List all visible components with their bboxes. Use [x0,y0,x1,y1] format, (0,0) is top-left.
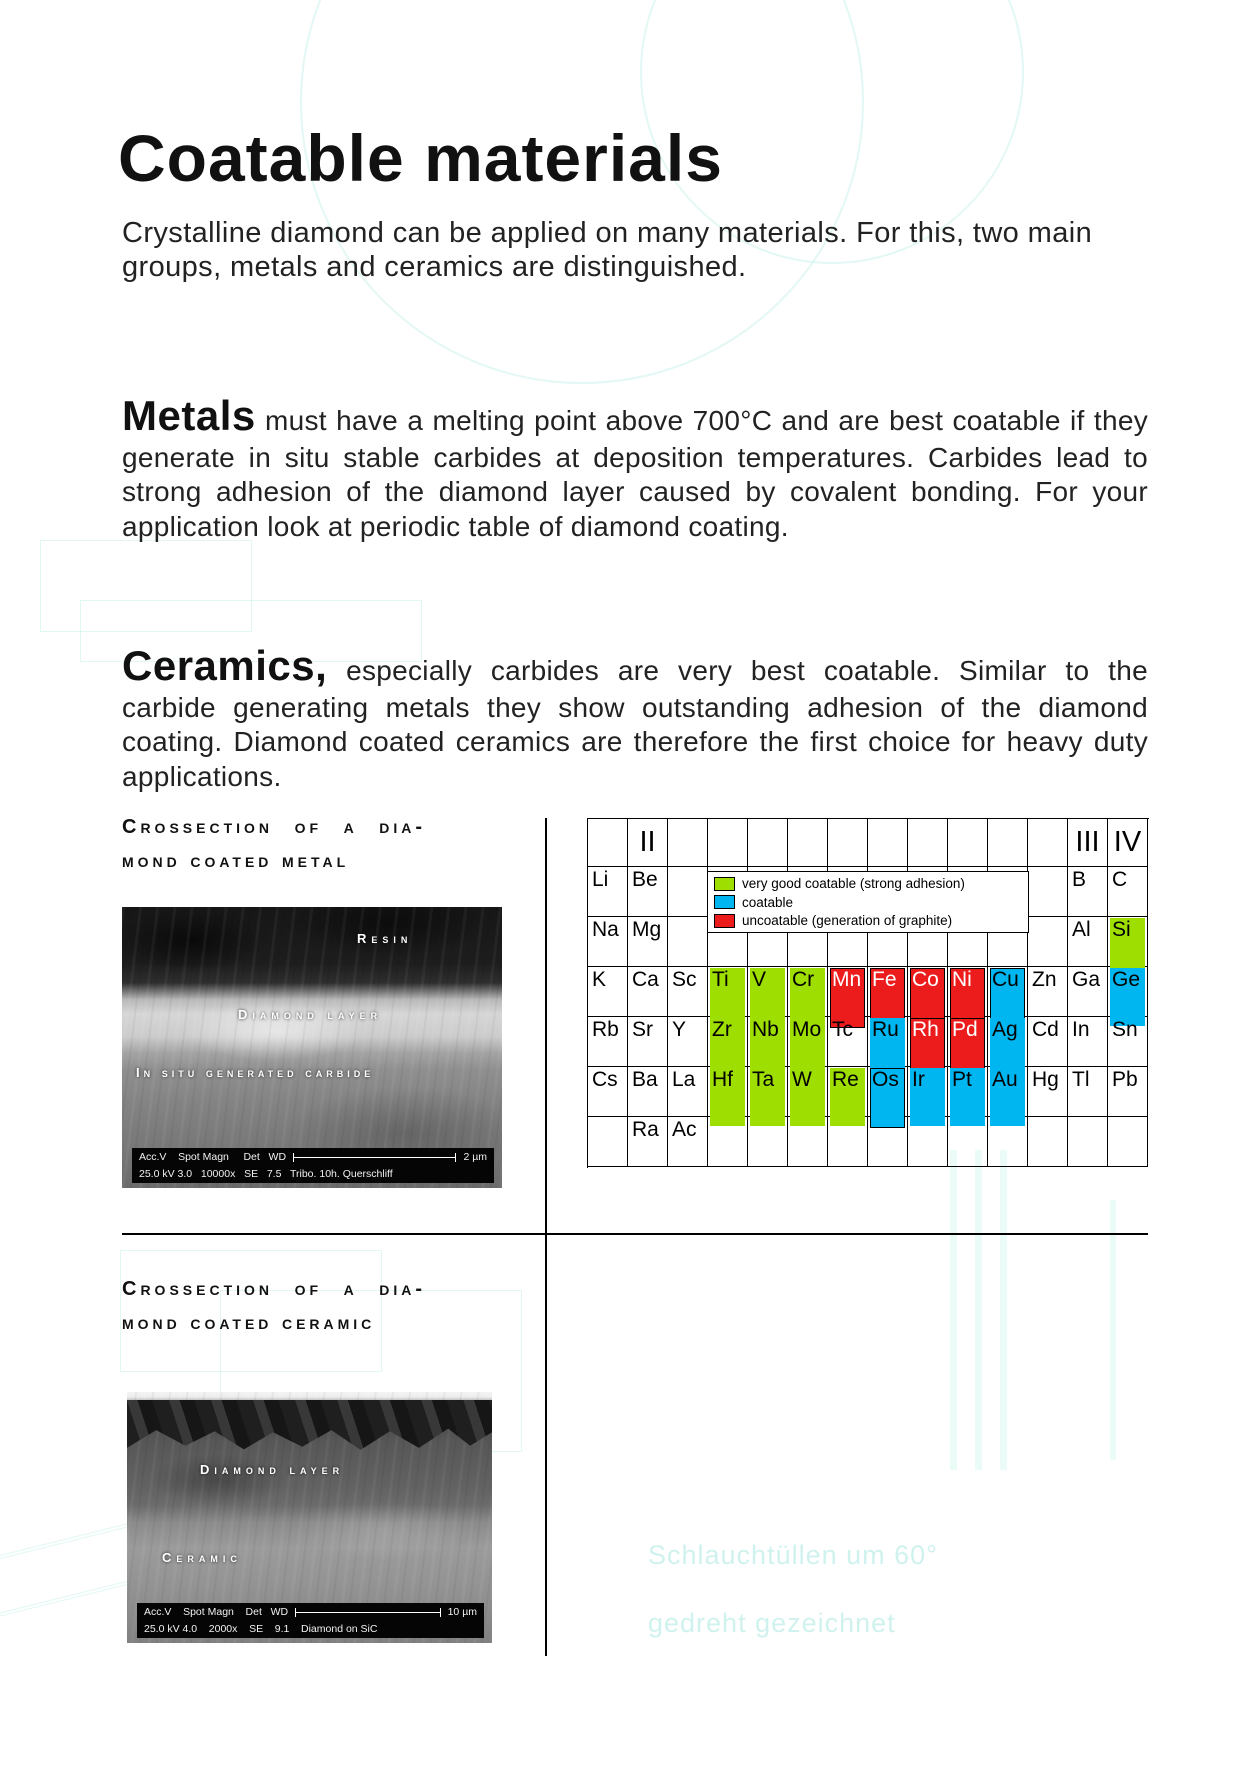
element-symbol: Ga [1072,968,1101,991]
element-cell-Li [588,867,628,917]
element-symbol: La [672,1068,696,1091]
element-symbol: Ru [872,1018,899,1041]
element-cell-Re [828,1067,868,1117]
legend-swatch-very-good [714,877,735,891]
watermark-shape [1000,1150,1007,1470]
element-cell-W [788,1067,828,1117]
sem-image-ceramic [127,1392,492,1643]
ceramics-heading: Ceramics, [122,642,328,689]
empty-cell [828,819,868,867]
element-cell-Cr [788,967,828,1017]
element-cell-Ni [948,967,988,1017]
horizontal-divider [122,1233,1148,1235]
watermark-shape [1110,1200,1116,1460]
empty-cell [708,819,748,867]
intro-paragraph: Crystalline diamond can be applied on many materials. For this, two main groups, metals and ceramics are distinguished. [122,217,1093,283]
element-cell-Al [1068,917,1108,967]
heading-line: Crossection of a dia- [122,816,427,838]
element-symbol: Ni [952,968,972,991]
element-cell-Rh [908,1017,948,1067]
group-header: IV [1113,826,1142,858]
empty-cell [908,819,948,867]
element-symbol: Sr [632,1018,653,1041]
element-cell-Ca [628,967,668,1017]
element-symbol: Ag [992,1018,1018,1041]
element-cell-Cd [1028,1017,1068,1067]
element-symbol: Ac [672,1118,697,1141]
element-cell-Sr [628,1017,668,1067]
statusbar-columns: Acc.V Spot Magn Det WD [139,1151,287,1163]
watermark-text: gedreht gezeichnet [648,1608,896,1638]
element-cell-Zn [1028,967,1068,1017]
metals-heading: Metals [122,392,256,439]
legend-label: very good coatable (strong adhesion) [742,876,965,891]
element-cell-Mo [788,1017,828,1067]
statusbar-values: 25.0 kV 4.0 2000x SE 9.1 Diamond on SiC [144,1623,378,1635]
element-symbol: Li [592,868,609,891]
empty-cell [788,819,828,867]
metals-paragraph [122,390,1148,544]
sem-statusbar [132,1148,494,1183]
watermark-shape [975,1150,982,1470]
element-symbol: Al [1072,918,1091,941]
element-cell-Tl [1068,1067,1108,1117]
element-symbol: Co [912,968,939,991]
element-cell-Ba [628,1067,668,1117]
element-cell-Sc [668,967,708,1017]
element-cell-K [588,967,628,1017]
element-symbol: Sc [672,968,697,991]
periodic-table-legend [707,871,1029,933]
element-symbol: Os [872,1068,899,1091]
element-cell-Au [988,1067,1028,1117]
element-cell-Ta [748,1067,788,1117]
element-symbol: Rb [592,1018,619,1041]
element-cell-Hg [1028,1067,1068,1117]
empty-cell [1068,1117,1108,1167]
watermark-shape [40,540,252,632]
element-cell-Mg [628,917,668,967]
scale-label: 10 µm [447,1606,477,1618]
element-cell-Fe [868,967,908,1017]
metals-body: must have a melting point above 700°C and are best coatable if they generate in situ stable carbides at deposition temperatures. Carbides lead to strong adhesion of the diamond layer caused by covalent bonding. For your application look at periodic table of diamond coating. [122,405,1148,542]
element-cell-Pb [1108,1067,1148,1117]
element-cell-II [628,819,668,867]
page-title: Coatable materials [118,121,723,196]
element-symbol: Fe [872,968,897,991]
sem-texture [122,907,502,1188]
empty-cell [588,1117,628,1167]
element-cell-Be [628,867,668,917]
empty-cell [588,819,628,867]
element-symbol: C [1112,868,1128,891]
element-symbol: Pd [952,1018,978,1041]
element-cell-Ti [708,967,748,1017]
sem-statusbar [137,1603,484,1638]
ceramic-crossection-heading [122,1272,522,1340]
empty-cell [1028,867,1068,917]
element-symbol: Ca [632,968,659,991]
element-symbol: Mo [792,1018,822,1041]
legend-swatch-coatable [714,895,735,909]
scale-label: 2 µm [463,1151,487,1163]
legend-label: coatable [742,894,794,910]
element-symbol: Ba [632,1068,658,1091]
element-symbol: Au [992,1068,1018,1091]
empty-cell [1028,917,1068,967]
element-cell-Mn [828,967,868,1017]
element-cell-Hf [708,1067,748,1117]
watermark-shape [950,1150,957,1470]
element-cell-Ac [668,1117,708,1167]
label-diamond-layer: Diamond layer [238,1007,383,1022]
legend-row [714,876,1022,891]
element-symbol: Si [1112,918,1131,941]
element-symbol: Pt [952,1068,972,1091]
empty-cell [948,819,988,867]
element-cell-V [748,967,788,1017]
element-cell-Cu [988,967,1028,1017]
label-diamond-layer: Diamond layer [200,1462,345,1477]
element-symbol: Hf [712,1068,733,1091]
statusbar-values: 25.0 kV 3.0 10000x SE 7.5 Tribo. 10h. Querschliff [139,1168,393,1180]
element-cell-Co [908,967,948,1017]
scale-bar [293,1153,456,1162]
empty-cell [1028,1117,1068,1167]
element-symbol: Cu [992,968,1019,991]
element-symbol: B [1072,868,1087,891]
element-cell-III [1068,819,1108,867]
element-symbol: Y [672,1018,687,1041]
empty-cell [1028,819,1068,867]
element-cell-B [1068,867,1108,917]
element-cell-Ir [908,1067,948,1117]
element-cell-Pt [948,1067,988,1117]
empty-cell [988,819,1028,867]
empty-cell [668,917,708,967]
element-cell-Y [668,1017,708,1067]
element-cell-Zr [708,1017,748,1067]
element-symbol: Ra [632,1118,659,1141]
element-symbol: Ta [752,1068,775,1091]
scale-bar [295,1608,440,1617]
heading-line: mond coated ceramic [122,1312,376,1334]
element-cell-Nb [748,1017,788,1067]
element-cell-C [1108,867,1148,917]
empty-cell [868,819,908,867]
element-symbol: K [592,968,607,991]
legend-swatch-uncoatable [714,914,735,928]
element-symbol: Mg [632,918,662,941]
element-symbol: V [752,968,767,991]
element-symbol: Re [832,1068,859,1091]
heading-line: mond coated metal [122,850,350,872]
element-symbol: Ge [1112,968,1141,991]
element-symbol: Hg [1032,1068,1059,1091]
element-symbol: Tl [1072,1068,1090,1091]
metal-crossection-heading [122,810,522,878]
element-cell-Na [588,917,628,967]
element-symbol: Mn [832,968,862,991]
legend-row [714,895,1022,910]
element-symbol: Cd [1032,1018,1059,1041]
element-symbol: W [792,1068,812,1091]
element-symbol: Nb [752,1018,779,1041]
element-symbol: Ti [712,968,729,991]
element-symbol: Cs [592,1068,618,1091]
empty-cell [668,867,708,917]
legend-row [714,913,1022,928]
element-symbol: Pb [1112,1068,1138,1091]
statusbar-columns: Acc.V Spot Magn Det WD [144,1606,289,1618]
heading-line: Crossection of a dia- [122,1278,427,1300]
element-cell-Sn [1108,1017,1148,1067]
label-ceramic: Ceramic [162,1550,242,1565]
element-symbol: Zr [712,1018,732,1041]
empty-cell [748,819,788,867]
element-cell-Rb [588,1017,628,1067]
element-symbol: Be [632,868,658,891]
vertical-divider [545,818,547,1656]
legend-label: uncoatable (generation of graphite) [742,913,953,928]
element-cell-Os [868,1067,908,1117]
element-symbol: Tc [832,1018,853,1041]
ceramics-paragraph [122,640,1148,794]
element-cell-Ra [628,1117,668,1167]
element-cell-Ga [1068,967,1108,1017]
element-symbol: Ir [912,1068,925,1091]
empty-cell [1108,1117,1148,1167]
element-cell-Tc [828,1017,868,1067]
element-symbol: Na [592,918,619,941]
label-carbide: In situ generated carbide [136,1065,375,1080]
element-cell-Ru [868,1017,908,1067]
group-header: II [639,826,656,858]
element-symbol: Rh [912,1018,939,1041]
group-header: III [1075,826,1100,858]
element-cell-Ag [988,1017,1028,1067]
element-cell-La [668,1067,708,1117]
element-cell-In [1068,1017,1108,1067]
element-cell-Pd [948,1017,988,1067]
element-cell-Ge [1108,967,1148,1017]
element-cell-IV [1108,819,1148,867]
label-resin: Resin [357,931,413,946]
empty-cell [668,819,708,867]
watermark-text: Schlauchtüllen um 60° [648,1540,938,1570]
element-cell-Cs [588,1067,628,1117]
element-symbol: In [1072,1018,1090,1041]
sem-image-metal [122,907,502,1188]
element-symbol: Sn [1112,1018,1138,1041]
periodic-table [587,818,1149,1168]
element-symbol: Cr [792,968,815,991]
element-symbol: Zn [1032,968,1057,991]
ceramics-body: especially carbides are very best coatable. Similar to the carbide generating metals they show outstanding adhesion of the diamond coating. Diamond coated ceramics are therefore the first choice for heavy duty applications. [122,655,1148,792]
element-cell-Si [1108,917,1148,967]
